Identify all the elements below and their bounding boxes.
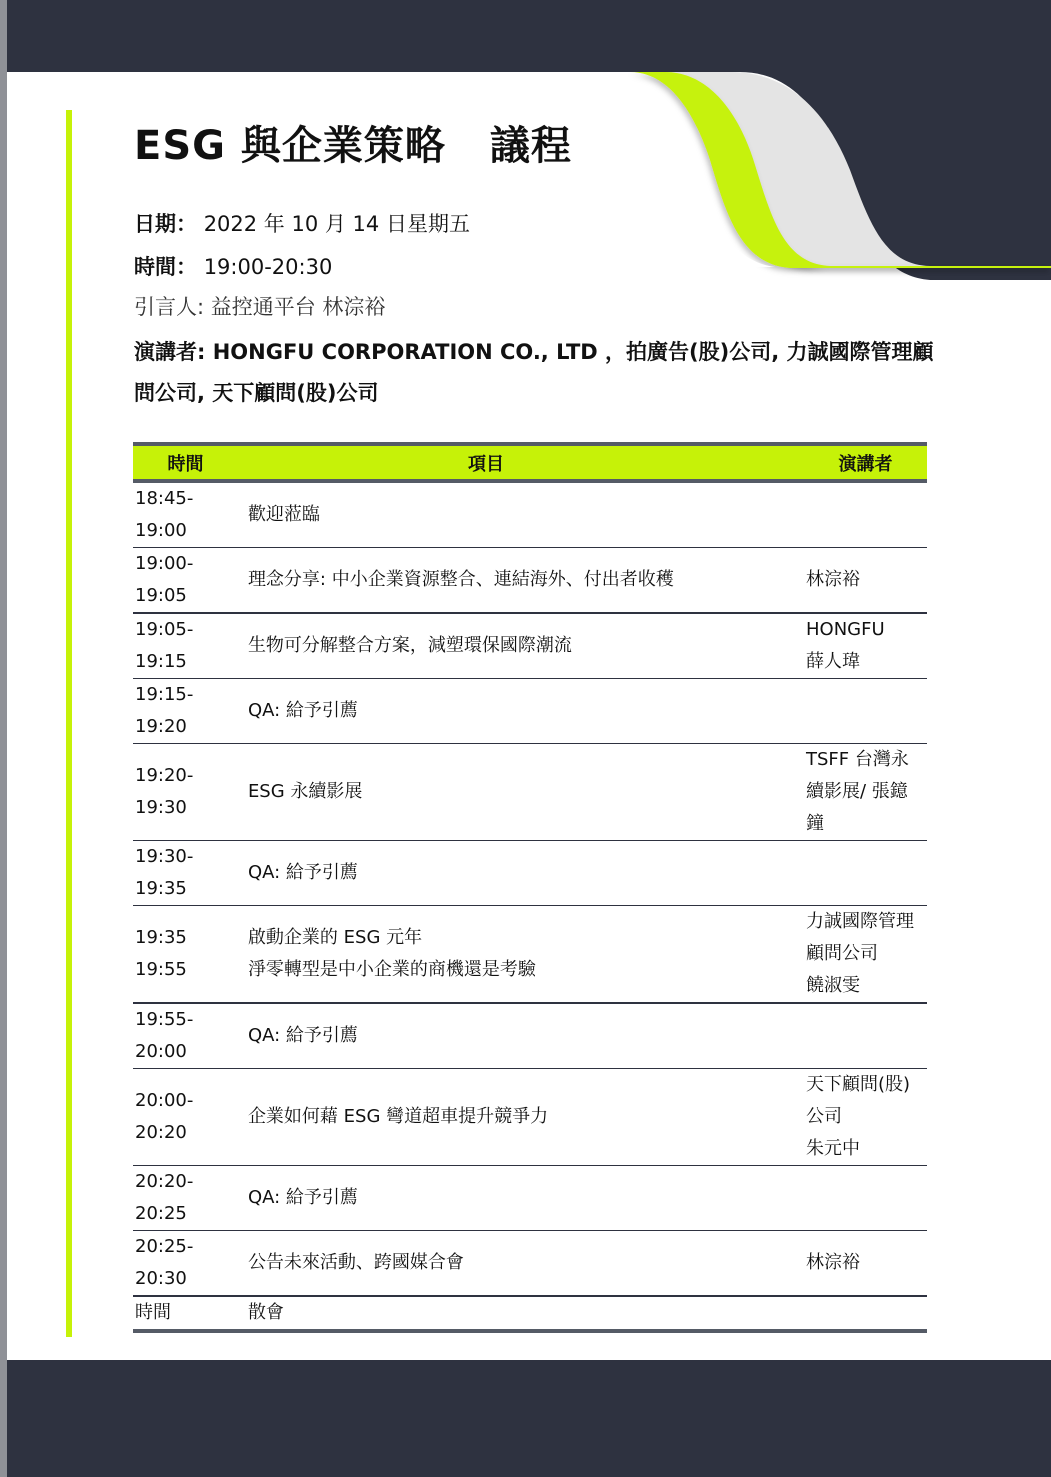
row-item: QA: 給予引薦 bbox=[248, 1003, 804, 1069]
row-speaker bbox=[804, 841, 927, 906]
row-time: 20:20- 20:25 bbox=[133, 1166, 248, 1231]
row-item: 理念分享: 中小企業資源整合、連結海外、付出者收穫 bbox=[248, 548, 804, 614]
row-speaker: 林淙裕 bbox=[804, 1231, 927, 1297]
header-time: 時間 bbox=[133, 444, 248, 481]
table-row bbox=[133, 481, 927, 548]
row-speaker: 林淙裕 bbox=[804, 548, 927, 614]
table-row bbox=[133, 841, 927, 906]
event-introducer: 引言人: 益控通平台 林淙裕 bbox=[134, 295, 386, 319]
row-item: QA: 給予引薦 bbox=[248, 679, 804, 744]
row-time: 20:25- 20:30 bbox=[133, 1231, 248, 1297]
row-speaker bbox=[804, 1296, 927, 1331]
row-speaker bbox=[804, 481, 927, 548]
decorative-swoosh bbox=[540, 60, 1051, 280]
row-time: 19:30- 19:35 bbox=[133, 841, 248, 906]
event-speakers bbox=[134, 332, 934, 414]
time-value: 19:00-20:30 bbox=[203, 255, 333, 279]
row-time: 19:35 19:55 bbox=[133, 906, 248, 1004]
row-time: 19:20- 19:30 bbox=[133, 744, 248, 841]
agenda-table bbox=[133, 442, 927, 1333]
row-time: 19:00- 19:05 bbox=[133, 548, 248, 614]
table-row bbox=[133, 1003, 927, 1069]
row-item: 公告未來活動、跨國媒合會 bbox=[248, 1231, 804, 1297]
table-row bbox=[133, 1166, 927, 1231]
page-title bbox=[134, 114, 572, 171]
title-text: ESG 與企業策略 bbox=[134, 123, 446, 169]
row-time: 19:55- 20:00 bbox=[133, 1003, 248, 1069]
row-time: 19:15- 19:20 bbox=[133, 679, 248, 744]
header-item: 項目 bbox=[248, 444, 804, 481]
table-row bbox=[133, 613, 927, 679]
row-item: ESG 永續影展 bbox=[248, 744, 804, 841]
row-speaker: TSFF 台灣永 續影展/ 張鐿 鐘 bbox=[804, 744, 927, 841]
table-row bbox=[133, 1231, 927, 1297]
row-item: QA: 給予引薦 bbox=[248, 1166, 804, 1231]
row-item: 散會 bbox=[248, 1296, 804, 1331]
row-time: 時間 bbox=[133, 1296, 248, 1331]
row-time: 20:00- 20:20 bbox=[133, 1069, 248, 1166]
row-speaker bbox=[804, 679, 927, 744]
row-speaker bbox=[804, 1003, 927, 1069]
title-suffix: 議程 bbox=[489, 123, 572, 169]
left-accent-bar bbox=[66, 110, 72, 1337]
row-item: QA: 給予引薦 bbox=[248, 841, 804, 906]
event-time bbox=[134, 251, 332, 281]
table-row bbox=[133, 744, 927, 841]
row-item: 生物可分解整合方案，減塑環保國際潮流 bbox=[248, 613, 804, 679]
row-item: 啟動企業的 ESG 元年 淨零轉型是中小企業的商機還是考驗 bbox=[248, 906, 804, 1004]
date-value: 2022 年 10 月 14 日星期五 bbox=[203, 212, 470, 236]
table-row bbox=[133, 1296, 927, 1331]
time-label: 時間： bbox=[134, 255, 197, 279]
speakers-label: 演講者: bbox=[134, 340, 206, 364]
row-speaker: HONGFU 薛人瑋 bbox=[804, 613, 927, 679]
speakers-value: HONGFU CORPORATION CO., LTD ，拍廣告(股)公司, 力誠國際管理顧問公司, 天下顧問(股)公司 bbox=[134, 340, 934, 405]
row-speaker bbox=[804, 1166, 927, 1231]
header-speaker: 演講者 bbox=[804, 444, 927, 481]
row-speaker: 天下顧問(股) 公司 朱元中 bbox=[804, 1069, 927, 1166]
row-time: 18:45- 19:00 bbox=[133, 481, 248, 548]
table-row bbox=[133, 679, 927, 744]
row-item: 歡迎蒞臨 bbox=[248, 481, 804, 548]
table-row bbox=[133, 548, 927, 614]
row-speaker: 力誠國際管理 顧問公司 饒淑雯 bbox=[804, 906, 927, 1004]
table-row bbox=[133, 1069, 927, 1166]
footer-band bbox=[7, 1360, 1051, 1477]
table-row bbox=[133, 906, 927, 1004]
event-date bbox=[134, 208, 470, 238]
row-time: 19:05- 19:15 bbox=[133, 613, 248, 679]
page-left-edge bbox=[0, 0, 7, 1477]
date-label: 日期： bbox=[134, 212, 197, 236]
agenda-header-row bbox=[133, 444, 927, 481]
row-item: 企業如何藉 ESG 彎道超車提升競爭力 bbox=[248, 1069, 804, 1166]
